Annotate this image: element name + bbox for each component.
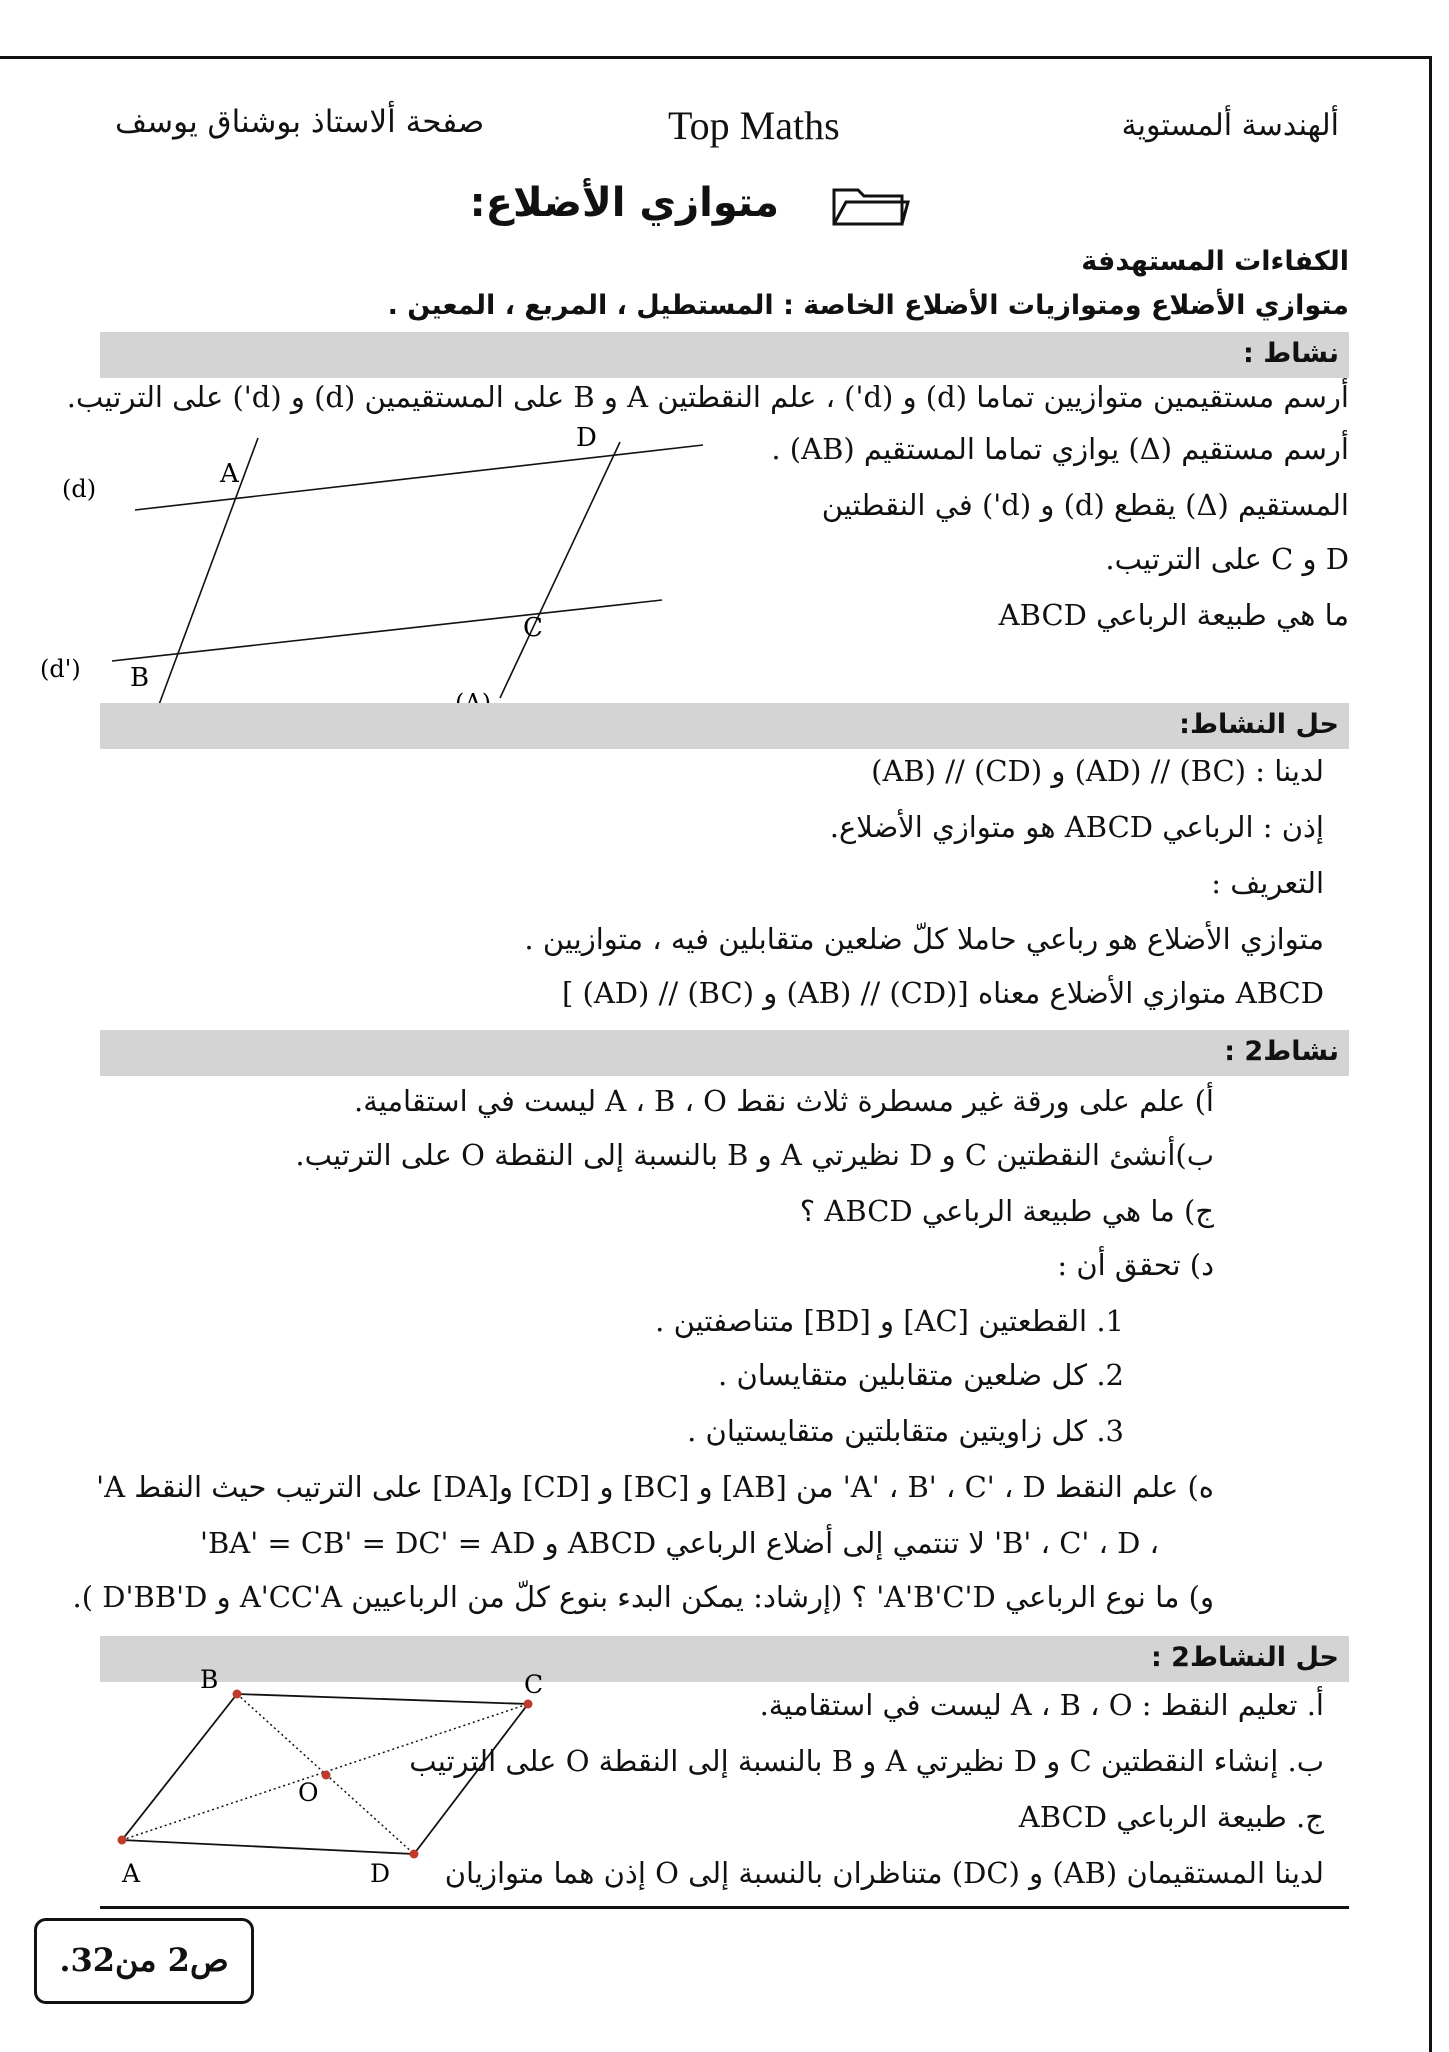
solution1-line-5: ABCD متوازي الأضلاع معناه [(CD) // (AB) و (BC) // (AD) ] — [561, 976, 1324, 1010]
activity2-line-e2: ، B' ، C' ، D' لا تنتمي إلى أضلاع الرباعي ABCD و BA' = CB' = DC' = AD' — [199, 1526, 1159, 1560]
activity1-band — [100, 332, 1349, 378]
activity2-item-3: 3. كل زاويتين متقابلتين متقايستيان . — [687, 1414, 1124, 1448]
point-b — [233, 1690, 242, 1699]
activity1-label: نشاط : — [1243, 338, 1339, 369]
point-o-label: O — [298, 1778, 319, 1807]
activity1-line-3: المستقيم (Δ) يقطع (d) و (d') في النقطتين — [821, 488, 1349, 522]
activity2-band — [100, 1030, 1349, 1076]
folder-icon — [830, 182, 910, 232]
solution2-label: حل النشاط2 : — [1150, 1642, 1339, 1673]
solution2-line-c: ج. طبيعة الرباعي ABCD — [1018, 1800, 1324, 1834]
activity2-line-b: ب)أنشئ النقطتين C و D نظيرتي A و B بالنسبة إلى النقطة O على الترتيب. — [295, 1138, 1214, 1172]
solution1-line-1: لدينا : (BC) // (AD) و (CD) // (AB) — [871, 754, 1324, 788]
activity2-line-d: د) تحقق أن : — [1057, 1248, 1214, 1282]
point-d-label: D — [576, 423, 597, 453]
page-number: ص2 من32. — [59, 1941, 229, 1979]
point-b-label: B — [130, 663, 150, 693]
activity2-item-2: 2. كل ضلعين متقابلين متقايسان . — [718, 1358, 1124, 1392]
solution2-line-b: ب. إنشاء النقطتين C و D نظيرتي A و B بالنسبة إلى النقطة O على الترتيب — [409, 1744, 1324, 1778]
page-title: متوازي الأضلاع: — [469, 180, 779, 226]
point-a — [118, 1836, 127, 1845]
activity2-line-a: أ) علم على ورقة غير مسطرة ثلاث نقط A ، B ، O ليست في استقامية. — [354, 1084, 1214, 1118]
point-c-label: C — [523, 613, 543, 643]
solution2-line-d: لدينا المستقيمان (AB) و (DC) متناظران بالنسبة إلى O إذن هما متوازيان — [444, 1856, 1324, 1890]
activity1-line-1: أرسم مستقيمين متوازيين تماما (d) و (d') ، علم النقطتين A و B على المستقيمين (d) و (d') على الترتيب. — [66, 380, 1349, 414]
solution1-line-2: إذن : الرباعي ABCD هو متوازي الأضلاع. — [829, 810, 1324, 844]
point-c — [524, 1700, 533, 1709]
activity1-line-2: أرسم مستقيم (Δ) يوازي تماما المستقيم (AB) . — [771, 432, 1349, 466]
activity1-line-5: ما هي طبيعة الرباعي ABCD — [998, 598, 1349, 632]
point-d-label: D — [370, 1859, 391, 1888]
solution2-line-a: أ. تعليم النقط : A ، B ، O ليست في استقامية. — [759, 1688, 1324, 1722]
bottom-rule — [100, 1906, 1349, 1909]
solution1-line-3: التعريف : — [1211, 866, 1324, 900]
point-b-label: B — [200, 1665, 219, 1694]
solution1-band — [100, 703, 1349, 749]
solution1-label: حل النشاط: — [1179, 709, 1339, 740]
point-o — [322, 1771, 331, 1780]
line-ab — [157, 438, 258, 710]
activity1-line-4: D و C على الترتيب. — [1105, 542, 1349, 576]
activity2-label: نشاط2 : — [1224, 1036, 1339, 1067]
activity2-line-c: ج) ما هي طبيعة الرباعي ABCD ؟ — [799, 1194, 1214, 1228]
activity2-line-f: و) ما نوع الرباعي A'B'C'D' ؟ (إرشاد: يمكن البدء بنوع كلّ من الرباعيين A'CC'A و D'BB'D ). — [72, 1580, 1214, 1614]
line-delta — [500, 442, 620, 698]
point-a-label: A — [122, 1859, 141, 1888]
point-d — [410, 1850, 419, 1859]
point-c-label: C — [524, 1670, 544, 1699]
solution1-line-4: متوازي الأضلاع هو رباعي حاملا كلّ ضلعين متقابلين فيه ، متوازيين . — [524, 922, 1324, 956]
activity2-line-e1: ه) علم النقط A' ، B' ، C' ، D' من [AB] و [BC] و [CD] و[DA] على الترتيب حيث النقط A' — [96, 1470, 1214, 1504]
competencies-heading: الكفاءات المستهدفة — [1081, 246, 1349, 277]
point-a-label: A — [220, 459, 239, 489]
header-author: صفحة ألاستاذ بوشناق يوسف — [115, 104, 485, 140]
page-number-box — [34, 1918, 254, 2004]
parallelogram-figure — [100, 1660, 560, 1900]
competencies-text: متوازي الأضلاع ومتوازيات الأضلاع الخاصة : المستطيل ، المربع ، المعين . — [387, 290, 1349, 321]
line-d-label: (d) — [62, 475, 97, 503]
activity2-item-1: 1. القطعتين [AC] و [BD] متناصفتين . — [655, 1304, 1124, 1338]
line-d-prime-label: (d') — [40, 655, 81, 683]
header-subject: ألهندسة ألمستوية — [1121, 108, 1339, 143]
parallel-lines-figure — [30, 410, 730, 720]
header-center: Top Maths — [668, 103, 840, 148]
